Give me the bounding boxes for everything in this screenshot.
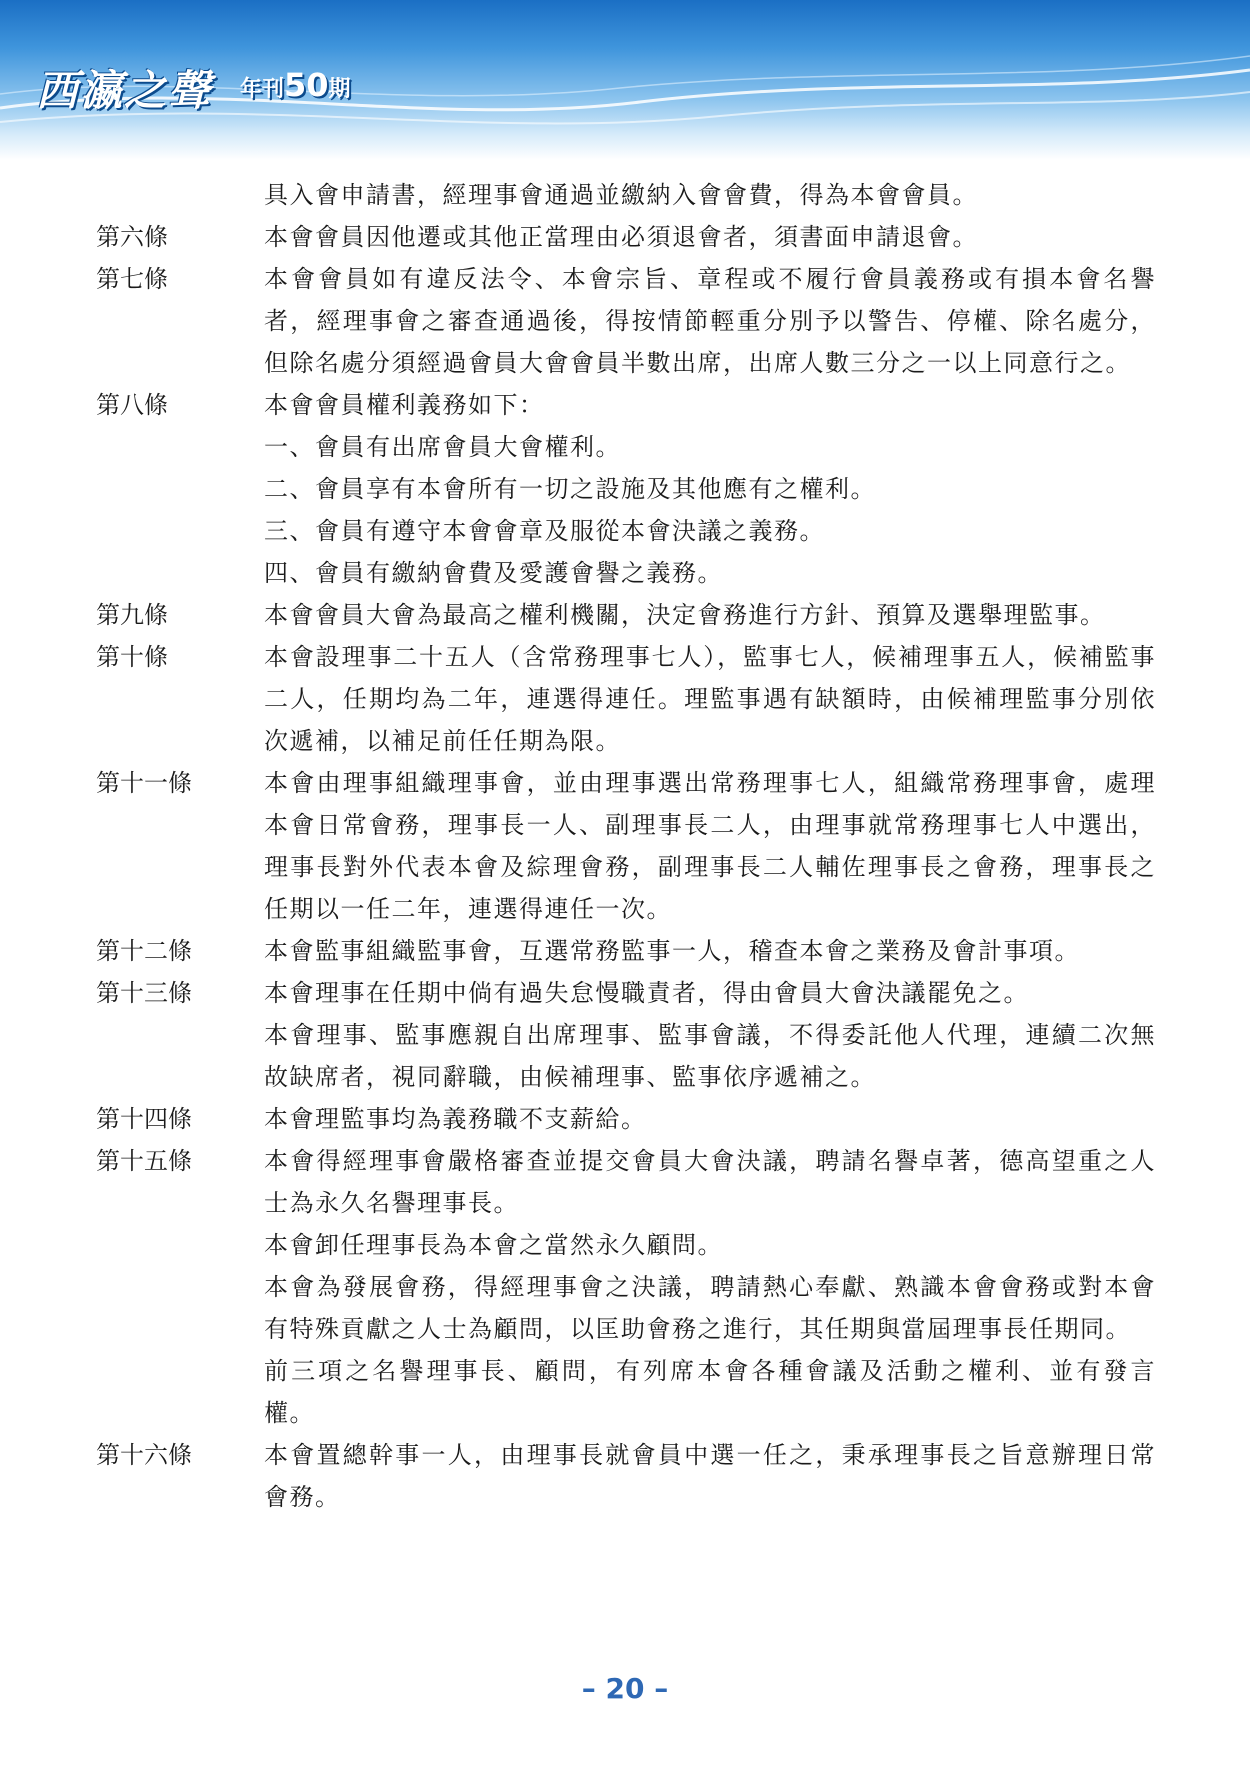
article-body: [264, 1140, 1156, 1434]
article-paragraph: 本會卸任理事長為本會之當然永久顧問。: [264, 1231, 723, 1259]
article-body: [264, 930, 1156, 972]
article-paragraph: 本會理監事均為義務職不支薪給。: [264, 1105, 647, 1133]
article: [96, 930, 1156, 972]
article-label: 第九條: [96, 601, 168, 629]
bylaws-content: [96, 174, 1156, 1518]
article-label: 第十三條: [96, 979, 192, 1007]
article-label: 第七條: [96, 265, 168, 293]
article-body: [264, 258, 1156, 384]
article-body: [264, 636, 1156, 762]
issue-prefix: 年刊: [240, 77, 285, 102]
article-paragraph: 一、會員有出席會員大會權利。: [264, 433, 621, 461]
article-paragraph: 本會會員大會為最高之權利機關，決定會務進行方針、預算及選舉理監事。: [264, 601, 1106, 629]
article: [96, 636, 1156, 762]
article-body: [264, 762, 1156, 930]
article: [96, 972, 1156, 1098]
article: [96, 384, 1156, 594]
article: [96, 1140, 1156, 1434]
article-paragraph: 本會理事、監事應親自出席理事、監事會議，不得委託他人代理，連續二次無故缺席者，視同辭職，由候補理事、監事依序遞補之。: [264, 1021, 1156, 1091]
article: [96, 258, 1156, 384]
article-paragraph: 前三項之名譽理事長、顧問，有列席本會各種會議及活動之權利、並有發言權。: [264, 1357, 1156, 1427]
article: [96, 1434, 1156, 1518]
article-paragraph: 本會監事組織監事會，互選常務監事一人，稽查本會之業務及會計事項。: [264, 937, 1080, 965]
issue-suffix: 期: [328, 77, 351, 102]
continuation-block: [96, 174, 1156, 216]
article-label: 第十條: [96, 643, 168, 671]
article-paragraph: 本會為發展會務，得經理事會之決議，聘請熱心奉獻、熟識本會會務或對本會有特殊貢獻之人士為顧問，以匡助會務之進行，其任期與當屆理事長任期同。: [264, 1273, 1156, 1343]
article-body: [264, 1434, 1156, 1518]
article: [96, 594, 1156, 636]
article-body: [264, 594, 1156, 636]
article-body: [264, 384, 1156, 594]
article-label: 第十二條: [96, 937, 192, 965]
article-list: [96, 216, 1156, 1518]
article: [96, 762, 1156, 930]
article-paragraph: 三、會員有遵守本會會章及服從本會決議之義務。: [264, 517, 825, 545]
issue-number: 50: [284, 66, 329, 104]
article-paragraph: 本會由理事組織理事會，並由理事選出常務理事七人，組織常務理事會，處理本會日常會務，理事長一人、副理事長二人，由理事就常務理事七人中選出，理事長對外代表本會及綜理會務，副理事長二人輔佐理事長之會務，理事長之任期以一任二年，連選得連任一次。: [264, 769, 1156, 923]
article-paragraph: 本會會員因他遷或其他正當理由必須退會者，須書面申請退會。: [264, 223, 978, 251]
article-label: 第八條: [96, 391, 168, 419]
article-paragraph: 四、會員有繳納會費及愛護會譽之義務。: [264, 559, 723, 587]
article: [96, 216, 1156, 258]
article-label: 第十五條: [96, 1147, 192, 1175]
article-paragraph: 二、會員享有本會所有一切之設施及其他應有之權利。: [264, 475, 876, 503]
article-paragraph: 本會得經理事會嚴格審查並提交會員大會決議，聘請名譽卓著，德高望重之人士為永久名譽理事長。: [264, 1147, 1156, 1217]
page-number: – 20 –: [581, 1672, 669, 1705]
article-paragraph: 本會設理事二十五人（含常務理事七人），監事七人，候補理事五人，候補監事二人，任期均為二年，連選得連任。理監事遇有缺額時，由候補理監事分別依次遞補，以補足前任任期為限。: [264, 643, 1156, 755]
page-header: [0, 0, 1250, 160]
article-label: 第十四條: [96, 1105, 192, 1133]
continuation-text: 具入會申請書，經理事會通過並繳納入會會費，得為本會會員。: [264, 181, 978, 209]
article-label: 第六條: [96, 223, 168, 251]
article-paragraph: 本會會員權利義務如下：: [264, 391, 545, 419]
article-body: [264, 1098, 1156, 1140]
article-paragraph: 本會理事在任期中倘有過失怠慢職責者，得由會員大會決議罷免之。: [264, 979, 1029, 1007]
article-paragraph: 本會置總幹事一人，由理事長就會員中選一任之，秉承理事長之旨意辦理日常會務。: [264, 1441, 1156, 1511]
article-body: [264, 216, 1156, 258]
article: [96, 1098, 1156, 1140]
article-paragraph: 本會會員如有違反法令、本會宗旨、章程或不履行會員義務或有損本會名譽者，經理事會之審查通過後，得按情節輕重分別予以警告、停權、除名處分，但除名處分須經過會員大會會員半數出席，出席人數三分之一以上同意行之。: [264, 265, 1156, 377]
magazine-logo: 西瀛之聲: [36, 66, 213, 115]
article-label: 第十六條: [96, 1441, 192, 1469]
article-label: 第十一條: [96, 769, 192, 797]
issue-label: [240, 66, 351, 104]
article-body: [264, 972, 1156, 1098]
